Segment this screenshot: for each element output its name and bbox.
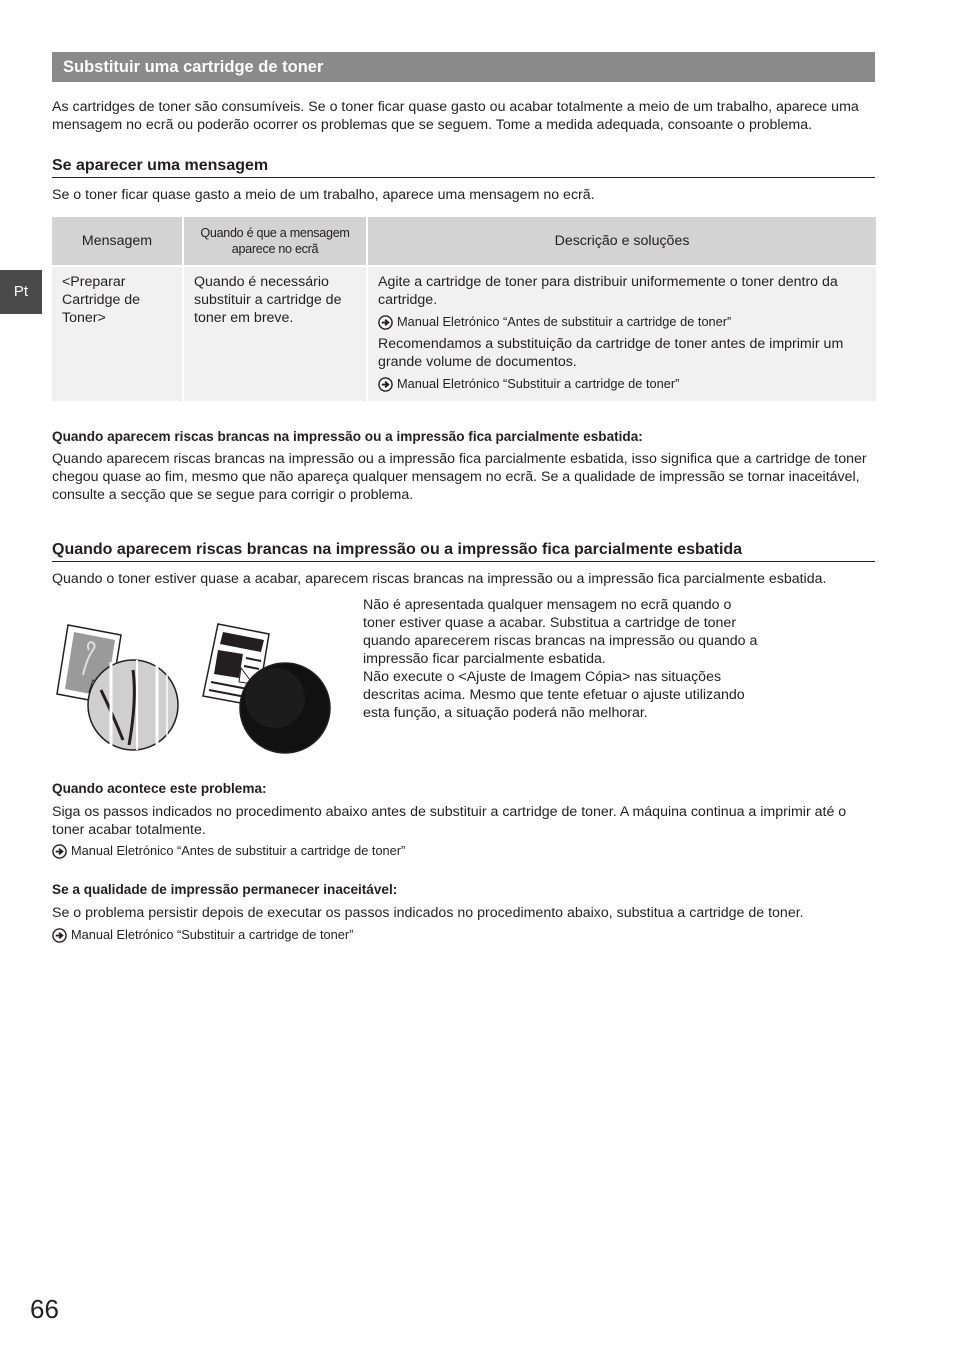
illus-line: Não execute o <Ajuste de Imagem Cópia> nas situações	[363, 669, 722, 685]
section-title: Substituir uma cartridge de toner	[52, 52, 875, 82]
when-text: Siga os passos indicados no procedimento abaixo antes de substituir a cartridge de toner. A máquina continua a imprimir até o toner acabar totalmente.	[52, 804, 847, 838]
illus-line: descritas acima. Mesmo que tente efetuar o ajuste utilizando	[363, 687, 745, 703]
illustration-text	[363, 596, 783, 722]
cell-description	[367, 266, 876, 401]
language-tab[interactable]: Pt	[0, 270, 42, 314]
manual-ref-text: Manual Eletrónico “Antes de substituir a cartridge de toner”	[71, 843, 406, 858]
manual-ref-text: Manual Eletrónico “Substituir a cartridge de toner”	[397, 376, 680, 391]
illus-line: Não é apresentada qualquer mensagem no ecrã quando o	[363, 597, 732, 613]
message-heading: Se aparecer uma mensagem	[52, 156, 875, 178]
message-table	[52, 217, 876, 401]
illus-line: quando aparecerem riscas brancas na impressão ou quando a	[363, 633, 758, 649]
arrow-circle-icon	[52, 928, 67, 943]
arrow-circle-icon	[52, 844, 67, 859]
col-header-description: Descrição e soluções	[367, 217, 876, 266]
illus-line: toner estiver quase a acabar. Substitua a cartridge de toner	[363, 615, 737, 631]
col-header-message: Mensagem	[52, 217, 183, 266]
note-text: Quando aparecem riscas brancas na impressão ou a impressão fica parcialmente esbatida, isso significa que a cartridge de toner chegou quase ao fim, mesmo que não apareça qualquer mensagem no ecrã. Se a qualidade de impressão se tornar inaceitável, consulte a secção que se segue para corrigir o problema.	[52, 451, 867, 503]
print-streaks-illustration	[53, 620, 333, 760]
when-heading: Quando acontece este problema:	[52, 781, 267, 796]
page-number: 66	[30, 1294, 59, 1324]
manual-ref-link[interactable]	[378, 375, 866, 393]
manual-ref-text: Manual Eletrónico “Substituir a cartridge de toner”	[71, 927, 354, 942]
description-2: Recomendamos a substituição da cartridge de toner antes de imprimir um grande volume de documentos.	[378, 336, 844, 370]
manual-ref-text: Manual Eletrónico “Antes de substituir a cartridge de toner”	[397, 314, 732, 329]
cell-message: <Preparar Cartridge de Toner>	[52, 266, 183, 401]
manual-ref-link[interactable]	[52, 926, 875, 944]
arrow-circle-icon	[378, 377, 393, 392]
illus-line: esta função, a situação poderá não melhorar.	[363, 705, 648, 721]
description-1: Agite a cartridge de toner para distribuir uniformemente o toner dentro da cartridge.	[378, 274, 838, 308]
intro-text: As cartridges de toner são consumíveis. Se o toner ficar quase gasto ou acabar totalmente a meio de um trabalho, aparece uma mensagem no ecrã ou poderão ocorrer os problemas que se seguem. Tome a medida adequada, consoante o problema.	[52, 99, 859, 133]
table-header-row	[52, 217, 876, 266]
arrow-circle-icon	[378, 315, 393, 330]
table-row	[52, 266, 876, 401]
manual-ref-link[interactable]	[52, 842, 875, 860]
page-content	[52, 52, 875, 588]
cell-when: Quando é necessário substituir a cartridge de toner em breve.	[183, 266, 367, 401]
problem-steps	[52, 780, 875, 944]
manual-ref-link[interactable]	[378, 313, 866, 331]
persist-heading: Se a qualidade de impressão permanecer inaceitável:	[52, 882, 398, 897]
streak-lead: Quando o toner estiver quase a acabar, aparecem riscas brancas na impressão ou a impressão fica parcialmente esbatida.	[52, 571, 827, 587]
streaked-photo-zoom	[88, 660, 178, 750]
streak-heading: Quando aparecem riscas brancas na impressão ou a impressão fica parcialmente esbatida	[52, 540, 875, 562]
message-lead: Se o toner ficar quase gasto a meio de um trabalho, aparece uma mensagem no ecrã.	[52, 187, 595, 203]
note-heading: Quando aparecem riscas brancas na impressão ou a impressão fica parcialmente esbatida:	[52, 429, 643, 444]
persist-text: Se o problema persistir depois de executar os passos indicados no procedimento abaixo, substitua a cartridge de toner.	[52, 905, 804, 921]
faded-document-zoom	[240, 663, 330, 753]
col-header-when: Quando é que a mensagem aparece no ecrã	[183, 217, 367, 266]
illus-line: impressão ficar parcialmente esbatida.	[363, 651, 606, 667]
